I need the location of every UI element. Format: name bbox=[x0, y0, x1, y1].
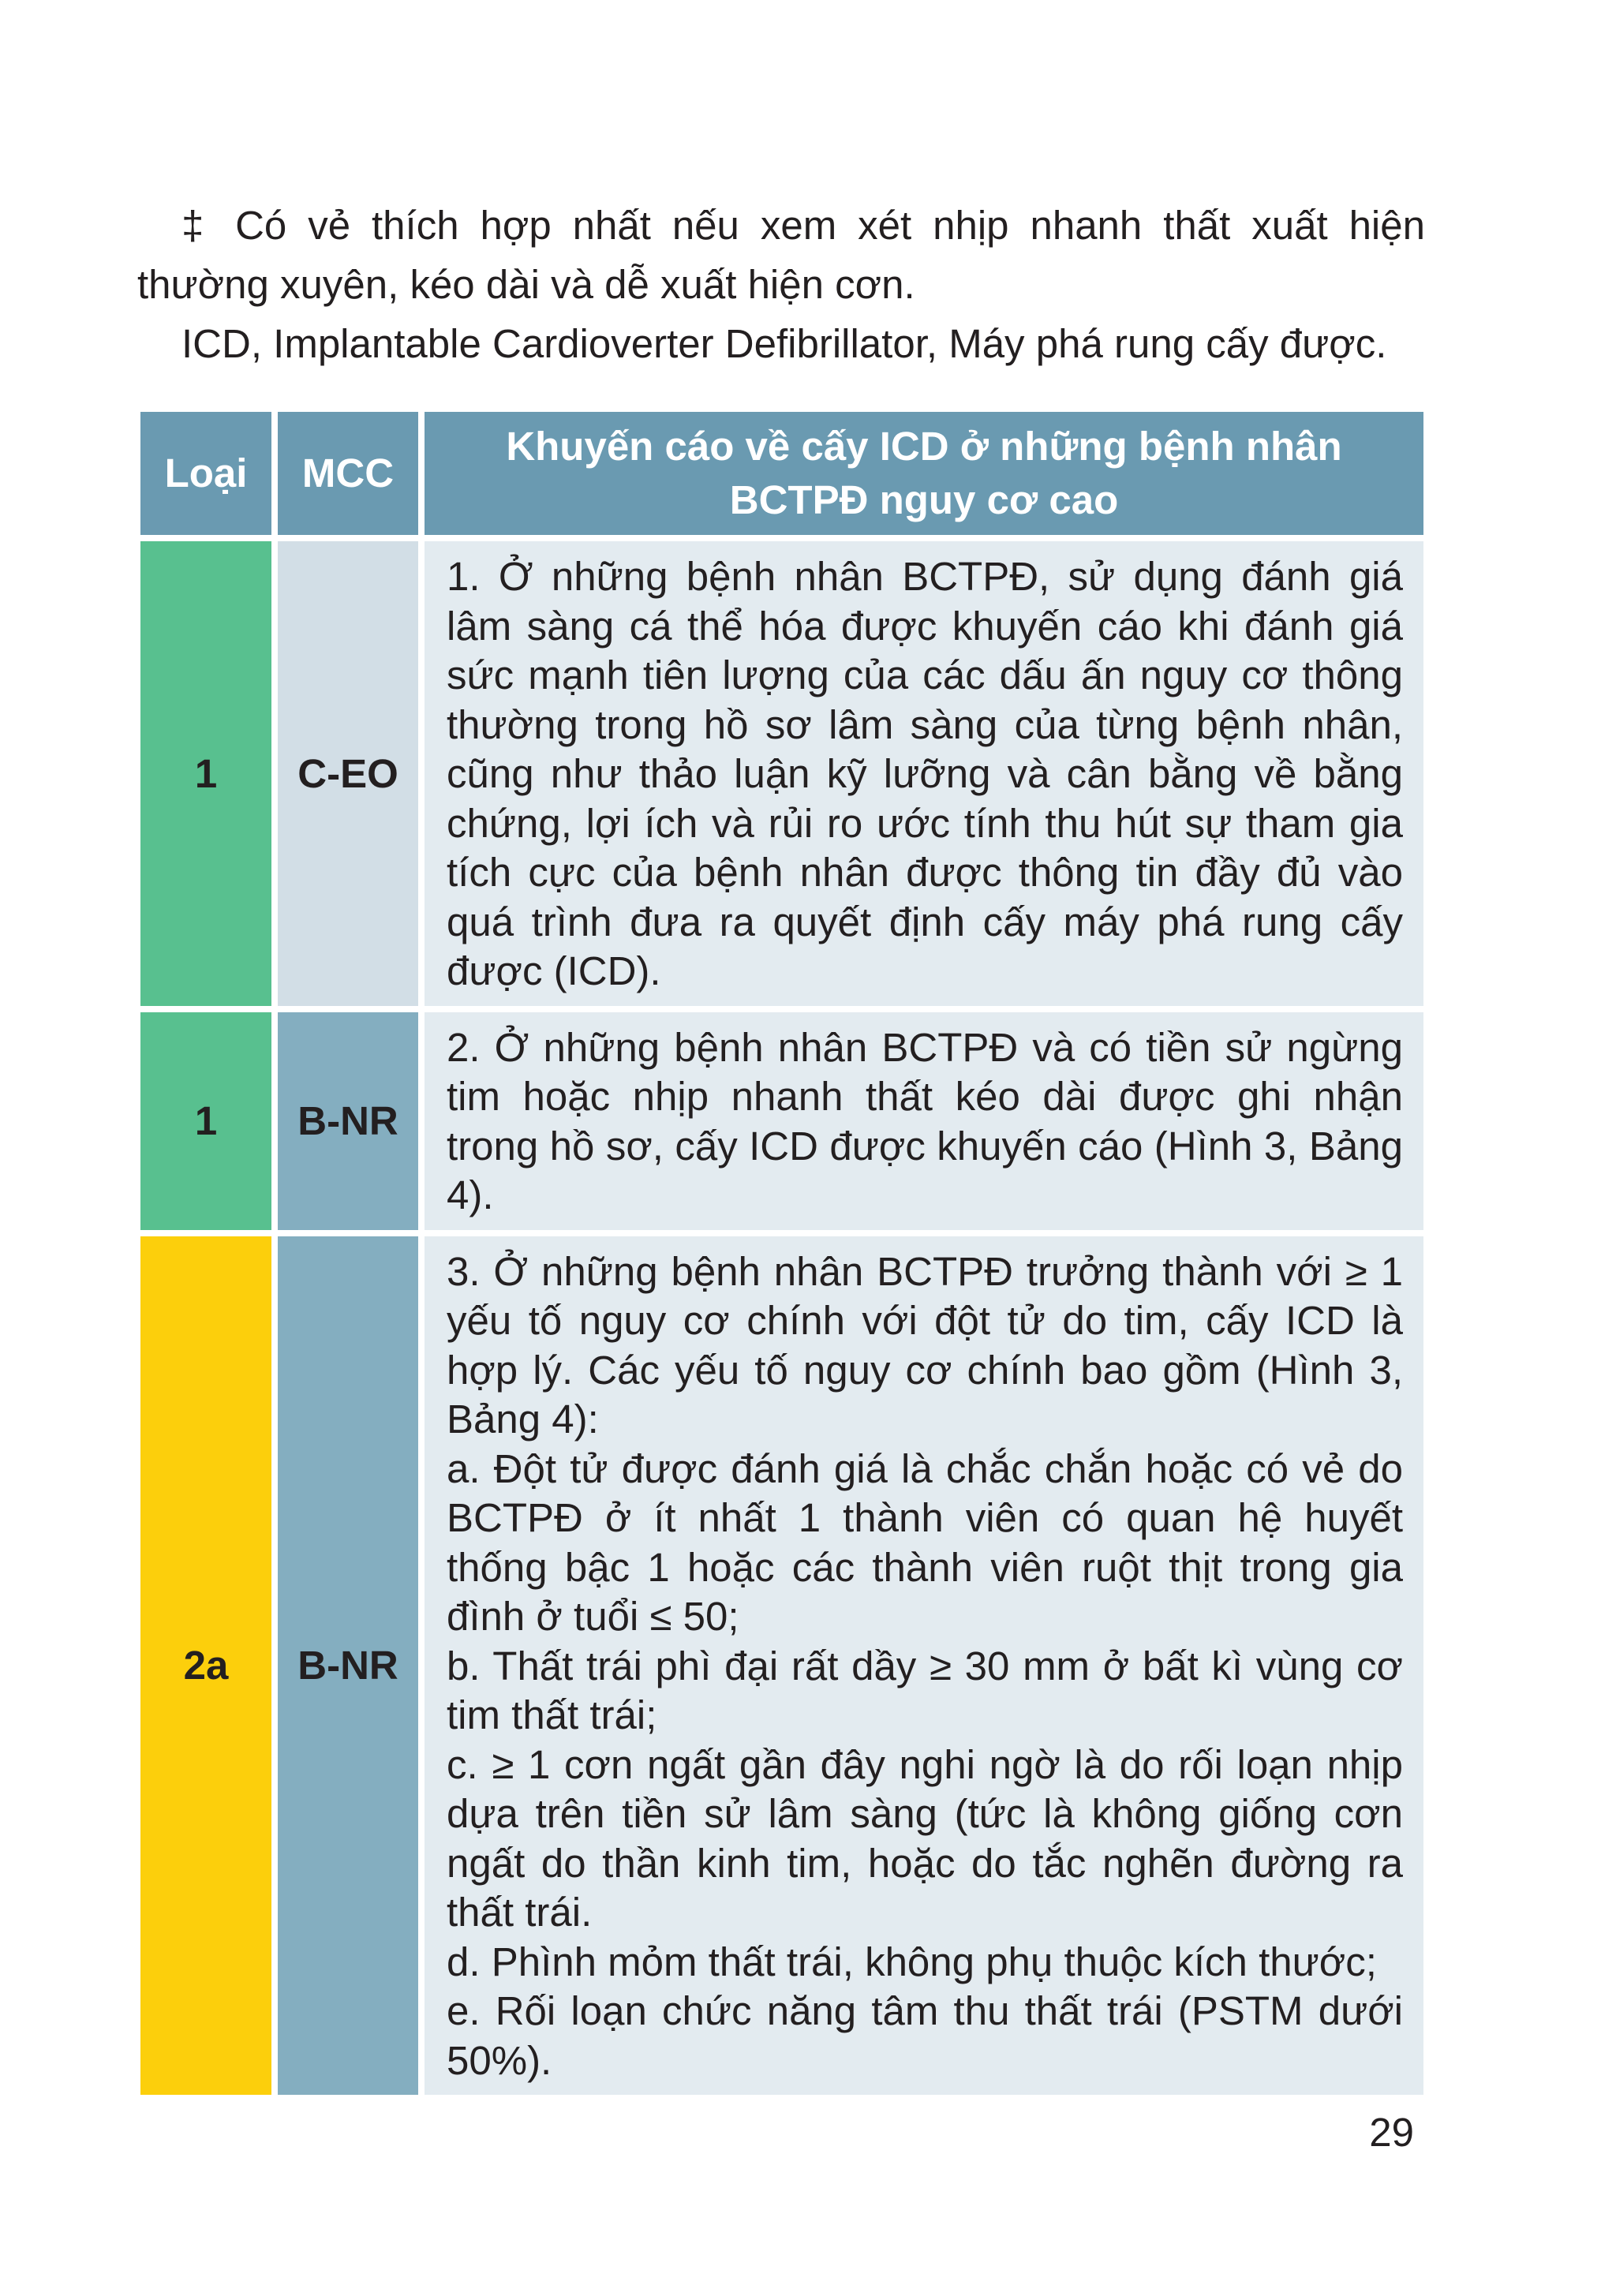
recommendation-text bbox=[425, 1236, 1423, 2096]
recommendation-2: 2. Ở những bệnh nhân BCTPĐ và có tiền sử ngừng tim hoặc nhịp nhanh thất kéo dài được ghi nhận trong hồ sơ, cấy ICD được khuyến cáo (Hình 3, Bảng 4). bbox=[447, 1024, 1403, 1217]
level-of-evidence-cell: B-NR bbox=[278, 1012, 425, 1236]
dagger-footnote: ‡ Có vẻ thích hợp nhất nếu xem xét nhịp nhanh thất xuất hiện thường xuyên, kéo dài và dễ xuất hiện cơn. bbox=[137, 203, 1425, 307]
class-cell: 2a bbox=[140, 1236, 278, 2096]
recommendation-text bbox=[425, 541, 1423, 1012]
recommendation-3-intro: 3. Ở những bệnh nhân BCTPĐ trưởng thành với ≥ 1 yếu tố nguy cơ chính với đột tử do tim, cấy ICD là hợp lý. Các yếu tố nguy cơ chính bao gồm (Hình 3, Bảng 4): bbox=[447, 1248, 1403, 1442]
table-row bbox=[140, 1012, 1423, 1236]
icd-abbreviation-note: ICD, Implantable Cardioverter Defibrillator, Máy phá rung cấy được. bbox=[181, 321, 1387, 366]
recommendation-text bbox=[425, 1012, 1423, 1236]
table-row bbox=[140, 1236, 1423, 2096]
risk-factor-item: b. Thất trái phì đại rất dầy ≥ 30 mm ở bất kì vùng cơ tim thất trái; bbox=[447, 1643, 1403, 1737]
risk-factor-item: c. ≥ 1 cơn ngất gần đây nghi ngờ là do rối loạn nhịp dựa trên tiền sử lâm sàng (tức là không giống cơn ngất do thần kinh tim, hoặc do tắc nghẽn đường ra thất trái. bbox=[447, 1741, 1403, 1935]
risk-factor-item: a. Đột tử được đánh giá là chắc chắn hoặc có vẻ do BCTPĐ ở ít nhất 1 thành viên có quan hệ huyết thống bậc 1 hoặc các thành viên ruột thịt trong gia đình ở tuổi ≤ 50; bbox=[447, 1445, 1403, 1639]
recommendation-table bbox=[140, 412, 1423, 2095]
table-row bbox=[140, 541, 1423, 1012]
notes-block bbox=[137, 196, 1425, 373]
level-of-evidence-cell: B-NR bbox=[278, 1236, 425, 2096]
header-loai: Loại bbox=[140, 412, 278, 541]
class-cell: 1 bbox=[140, 541, 278, 1012]
recommendation-1: 1. Ở những bệnh nhân BCTPĐ, sử dụng đánh giá lâm sàng cá thể hóa được khuyến cáo khi đánh giá sức mạnh tiên lượng của các dấu ấn nguy cơ thông thường trong hồ sơ lâm sàng của từng bệnh nhân, cũng như thảo luận kỹ lưỡng và cân bằng về bằng chứng, lợi ích và rủi ro ước tính thu hút sự tham gia tích cực của bệnh nhân được thông tin đầy đủ vào quá trình đưa ra quyết định cấy máy phá rung cấy được (ICD). bbox=[447, 554, 1403, 993]
level-of-evidence-cell: C-EO bbox=[278, 541, 425, 1012]
header-mcc: MCC bbox=[278, 412, 425, 541]
risk-factor-item: e. Rối loạn chức năng tâm thu thất trái (PSTM dưới 50%). bbox=[447, 1988, 1403, 2083]
page-number: 29 bbox=[1369, 2110, 1414, 2155]
header-recommendation: Khuyến cáo về cấy ICD ở những bệnh nhân BCTPĐ nguy cơ cao bbox=[425, 412, 1423, 541]
class-cell: 1 bbox=[140, 1012, 278, 1236]
table-header-row bbox=[140, 412, 1423, 541]
risk-factor-item: d. Phình mỏm thất trái, không phụ thuộc kích thước; bbox=[447, 1939, 1377, 1984]
